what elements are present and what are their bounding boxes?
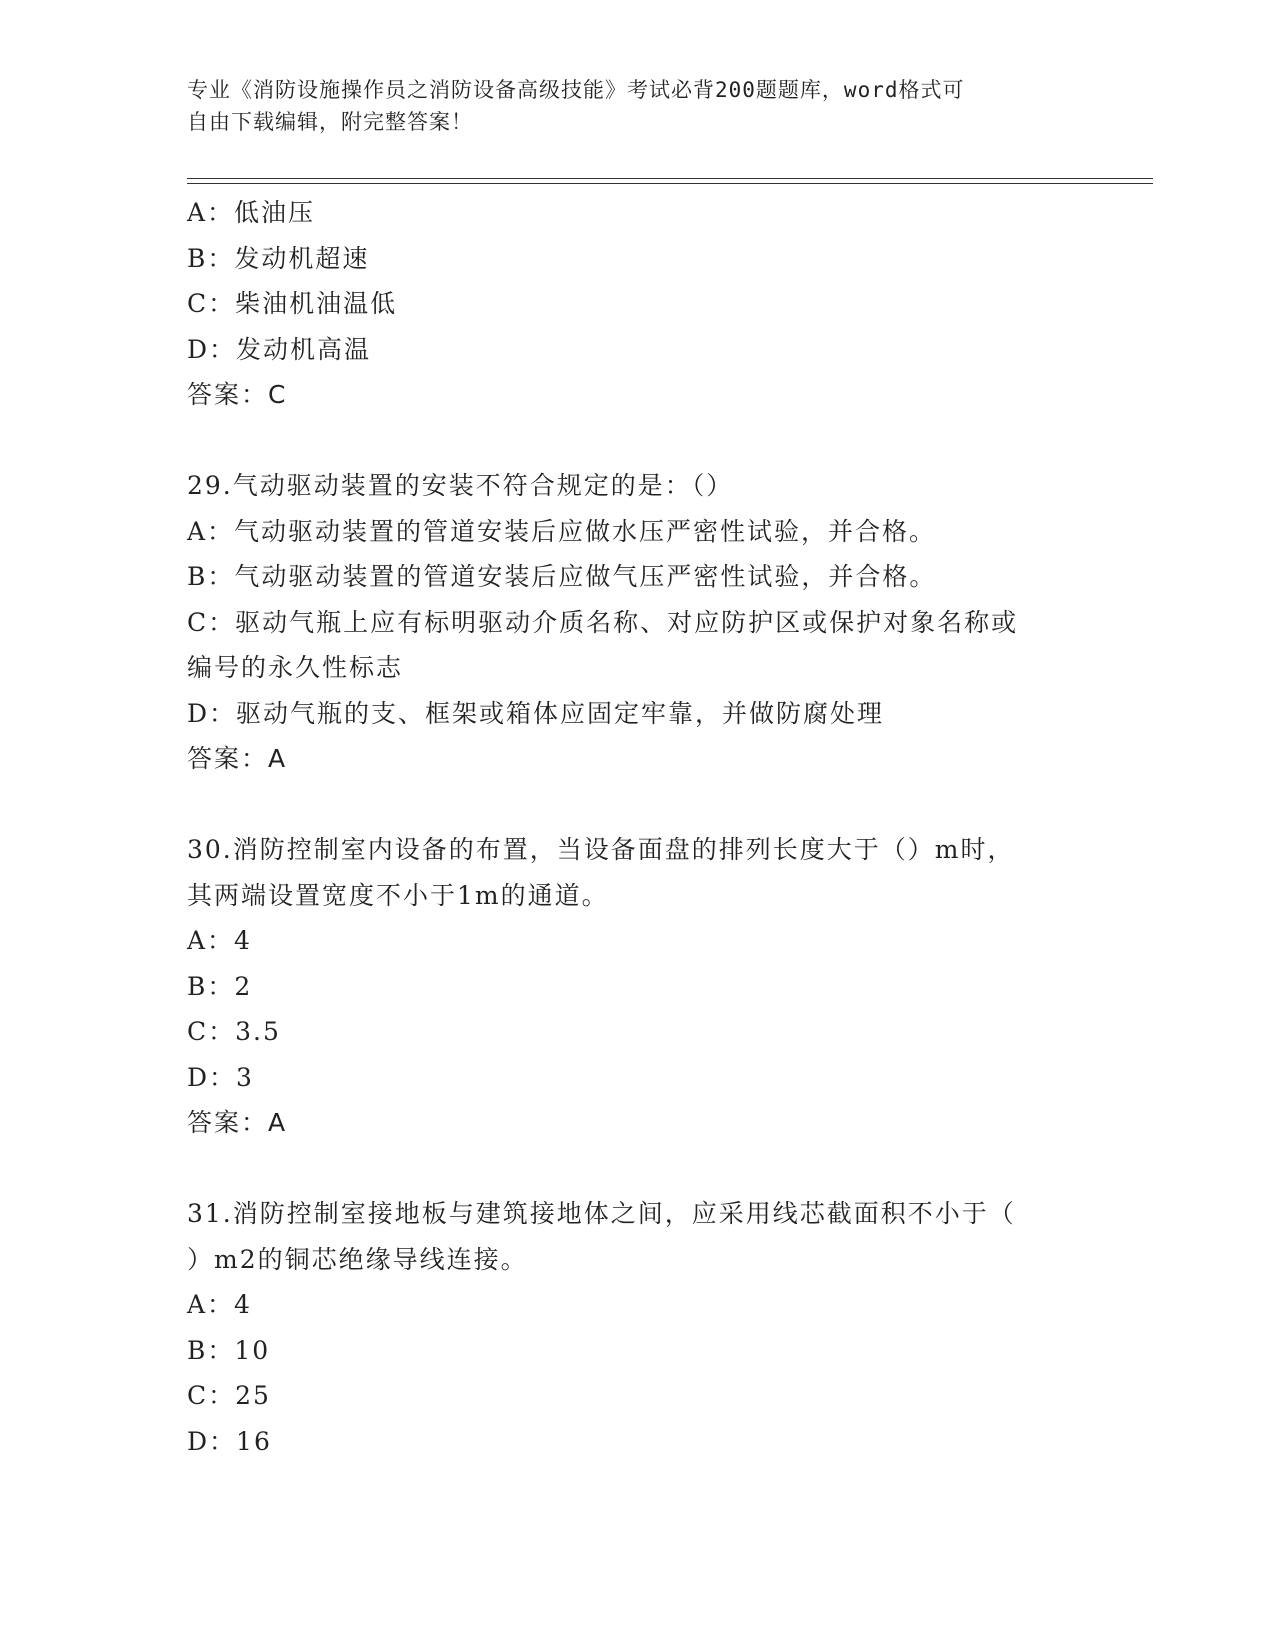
question-30-option-a: A：4: [187, 926, 252, 955]
question-29-block: [187, 463, 1087, 782]
question-28-option-a: A：低油压: [187, 198, 316, 227]
question-30-answer: 答案：A: [187, 1108, 288, 1137]
question-28-answer: 答案：C: [187, 380, 288, 409]
question-list: [187, 190, 1087, 1464]
header-title-line-2: 自由下载编辑，附完整答案！: [187, 110, 473, 134]
question-30-option-c: C：3.5: [187, 1017, 281, 1046]
question-29-option-c-line-1: C：驱动气瓶上应有标明驱动介质名称、对应防护区或保护对象名称或: [187, 607, 1019, 637]
header-title-line-1: 专业《消防设施操作员之消防设备高级技能》考试必背200题题库，word格式可: [187, 78, 965, 102]
document-header: [187, 74, 1067, 138]
question-30-stem-line-2: 其两端设置宽度不小于1m的通道。: [187, 880, 609, 910]
question-28-option-b: B：发动机超速: [187, 243, 370, 273]
header-divider-bottom: [187, 183, 1153, 184]
question-29-stem: 29.气动驱动装置的安装不符合规定的是：（）: [187, 471, 734, 500]
question-30-option-b: B：2: [187, 971, 253, 1001]
question-31-option-b: B：10: [187, 1335, 271, 1365]
question-31-stem-line-2: ）m2的铜芯绝缘导线连接。: [187, 1244, 528, 1274]
question-31-block: [187, 1191, 1087, 1464]
question-30-stem-line-1: 30.消防控制室内设备的布置，当设备面盘的排列长度大于（）m时，: [187, 835, 1015, 864]
question-31-option-c: C：25: [187, 1381, 271, 1410]
question-31-option-a: A：4: [187, 1290, 252, 1319]
question-30-option-d: D：3: [187, 1062, 254, 1092]
question-29-option-b: B：气动驱动装置的管道安装后应做气压严密性试验，并合格。: [187, 562, 937, 591]
spacer: [187, 782, 1087, 828]
question-28-option-d: D：发动机高温: [187, 334, 372, 364]
spacer: [187, 1146, 1087, 1192]
question-31-stem-line-1: 31.消防控制室接地板与建筑接地体之间，应采用线芯截面积不小于（: [187, 1199, 1016, 1228]
question-29-option-d: D：驱动气瓶的支、框架或箱体应固定牢靠，并做防腐处理: [187, 698, 885, 728]
question-29-answer: 答案：A: [187, 744, 288, 773]
question-31-option-d: D：16: [187, 1426, 272, 1456]
question-29-option-a: A：气动驱动装置的管道安装后应做水压严密性试验，并合格。: [187, 516, 937, 546]
question-28-block: [187, 190, 1087, 418]
question-28-option-c: C：柴油机油温低: [187, 289, 398, 318]
question-30-block: [187, 827, 1087, 1146]
header-divider-top: [187, 178, 1153, 179]
spacer: [187, 418, 1087, 464]
question-29-option-c-line-2: 编号的永久性标志: [187, 653, 404, 682]
